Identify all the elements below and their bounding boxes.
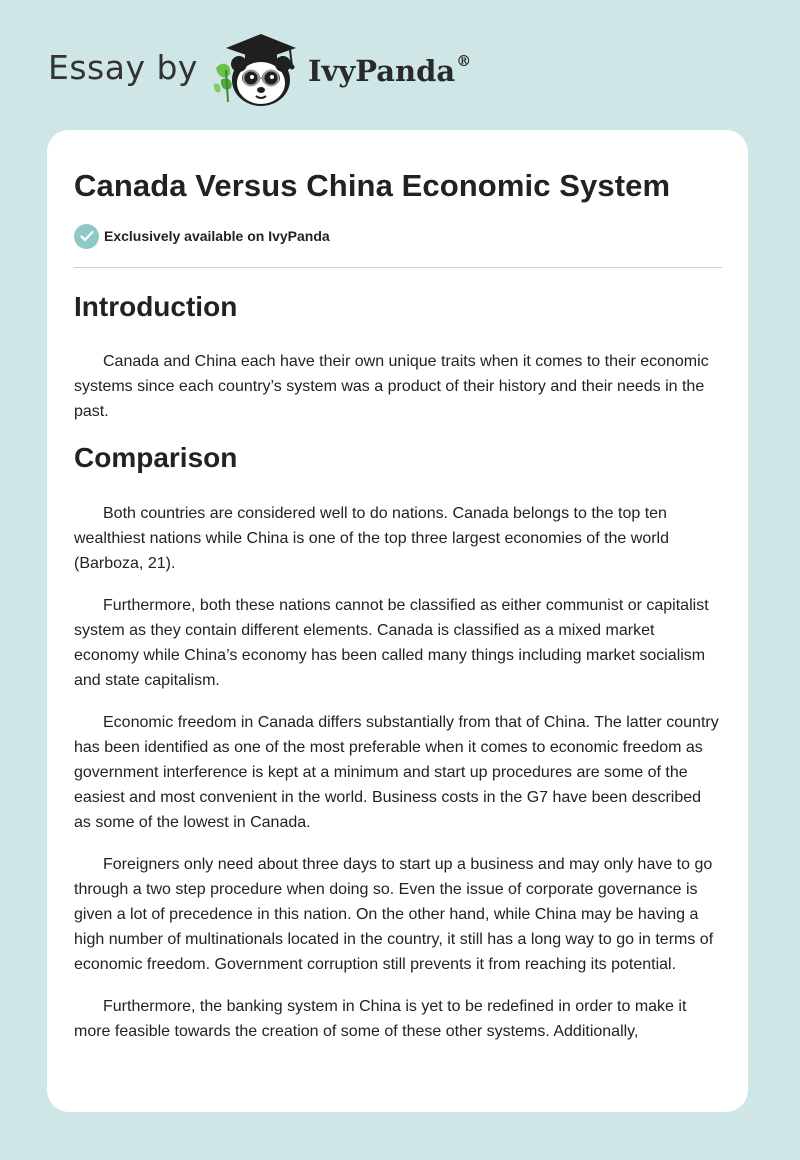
check-circle-icon xyxy=(74,224,99,249)
ivy-leaf-icon xyxy=(214,64,232,102)
registered-mark: ® xyxy=(456,52,472,70)
essay-by-label: Essay by xyxy=(48,47,198,87)
paragraph: Both countries are considered well to do nations. Canada belongs to the top ten wealthiest nations while China is one of the top three largest economies of the world (Barboza, 21). xyxy=(74,505,670,572)
essay-card xyxy=(47,130,748,1112)
paragraph: Foreigners only need about three days to start up a business and may only have to go through a two step procedure when doing so. Even the issue of corporate governance is given a lot of precedence in this nation. On the other hand, while China may be having a high number of multinationals located in the country, it still has a long way to go in terms of economic freedom. Government corruption still prevents it from reaching its potential. xyxy=(74,856,714,973)
paragraph: Furthermore, the banking system in China is yet to be redefined in order to make it more feasible towards the creation of some of these other systems. Additionally, xyxy=(74,998,687,1040)
section-heading-comparison: Comparison xyxy=(74,442,238,473)
paragraph: Furthermore, both these nations cannot be classified as either communist or capitalist system as they contain different elements. Canada is classified as a mixed market economy while China’s economy has been called many things including market socialism and state capitalism. xyxy=(74,597,709,689)
essay-title: Canada Versus China Economic System xyxy=(74,168,671,203)
exclusive-label: Exclusively available on IvyPanda xyxy=(104,228,330,244)
exclusive-badge xyxy=(74,222,722,250)
site-header xyxy=(48,30,471,110)
paragraph: Economic freedom in Canada differs substantially from that of China. The latter country has been identified as one of the most preferable when it comes to economic freedom as government interference is kept at a minimum and start up procedures are some of the easiest and most convenient in the world. Business costs in the G7 have been described as some of the lowest in Canada. xyxy=(74,714,719,831)
panda-logo-icon[interactable] xyxy=(212,30,304,110)
checkmark-icon xyxy=(80,230,94,242)
divider xyxy=(74,267,722,268)
section-heading-introduction: Introduction xyxy=(74,291,238,322)
brand-text: IvyPanda xyxy=(307,54,456,88)
brand-name[interactable] xyxy=(308,54,471,88)
paragraph: Canada and China each have their own unique traits when it comes to their economic systems since each country’s system was a product of their history and their needs in the past. xyxy=(74,353,709,420)
panda-logo-svg xyxy=(212,30,304,110)
